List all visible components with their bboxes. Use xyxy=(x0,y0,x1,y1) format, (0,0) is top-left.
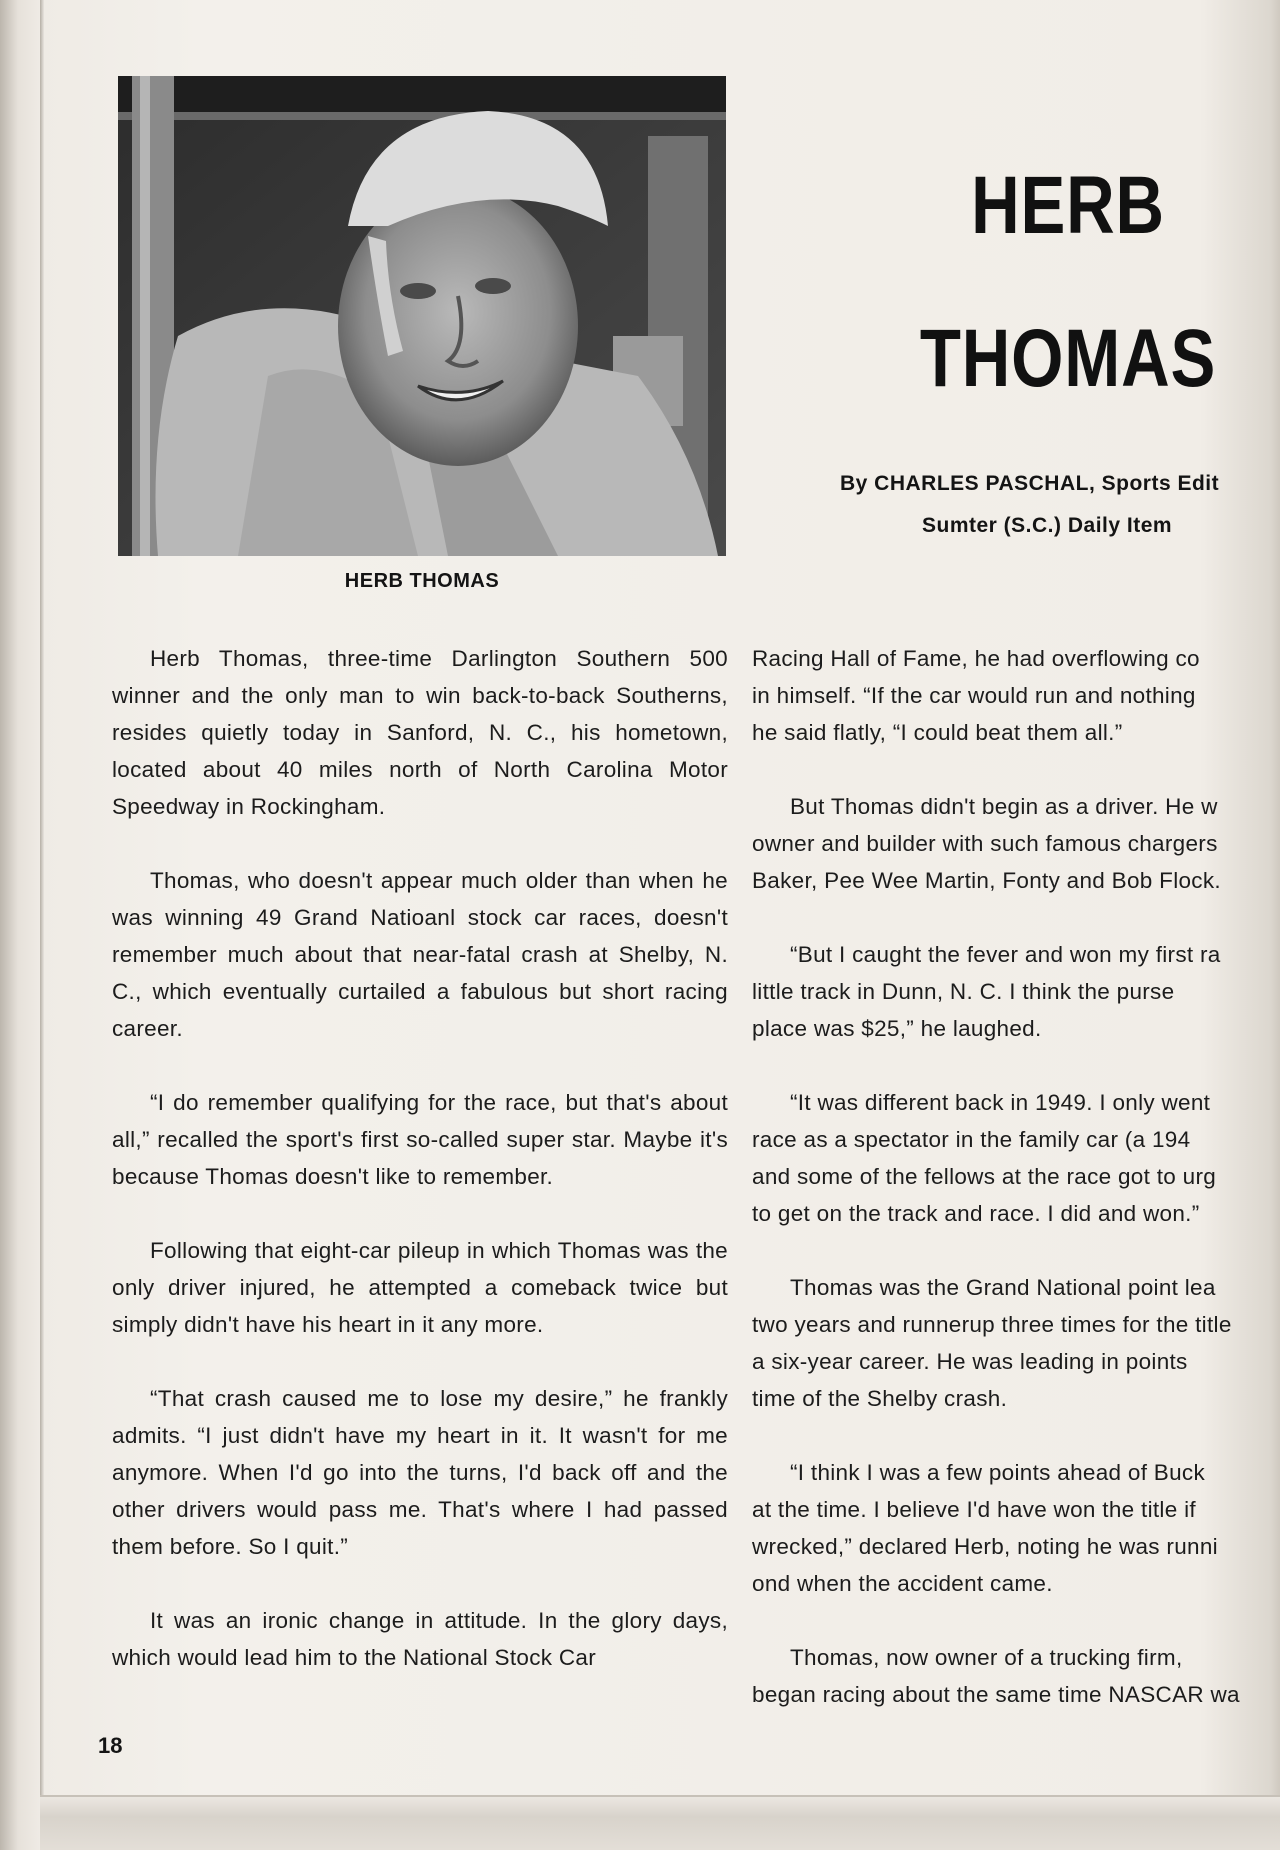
text-line: But Thomas didn't begin as a driver. He w xyxy=(790,794,1218,819)
byline-publication: Sumter (S.C.) Daily Item xyxy=(922,514,1173,537)
paragraph: “That crash caused me to lose my desire,” he frankly admits. “I just didn't have my heart in it. It wasn't for me anymore. When I'd go into the turns, I'd back off and the other drivers would pass me. That's where I had passed them before. So I quit.” xyxy=(112,1386,728,1559)
paragraph xyxy=(752,1639,1280,1713)
page-number: 18 xyxy=(98,1733,123,1758)
article-right-column xyxy=(752,640,1280,1750)
paragraph xyxy=(752,1454,1280,1602)
text-line: owner and builder with such famous chargers xyxy=(752,831,1218,856)
text-line: at the time. I believe I'd have won the title if xyxy=(752,1497,1196,1522)
headline-line-1: HERB xyxy=(971,160,1165,251)
text-line: ond when the accident came. xyxy=(752,1571,1053,1596)
paragraph xyxy=(752,640,1280,751)
text-line: and some of the fellows at the race got to urg xyxy=(752,1164,1217,1189)
text-line: place was $25,” he laughed. xyxy=(752,1016,1042,1041)
headline-line-2: THOMAS xyxy=(919,313,1217,404)
text-line: a six-year career. He was leading in points xyxy=(752,1349,1188,1374)
paragraph xyxy=(752,1084,1280,1232)
paragraph: It was an ironic change in attitude. In the glory days, which would lead him to the National Stock Car xyxy=(112,1608,728,1670)
paragraph: Thomas, who doesn't appear much older than when he was winning 49 Grand Natioanl stock car races, doesn't remember much about that near-fatal crash at Shelby, N. C., which eventually curtailed a fabulous but short racing career. xyxy=(112,868,728,1041)
text-line: Racing Hall of Fame, he had overflowing co xyxy=(752,646,1200,671)
text-line: wrecked,” declared Herb, noting he was runni xyxy=(752,1534,1218,1559)
text-line: Thomas, now owner of a trucking firm, xyxy=(790,1645,1183,1670)
page-binding-edge xyxy=(40,0,44,1850)
text-line: little track in Dunn, N. C. I think the purse xyxy=(752,979,1175,1004)
byline-author: By CHARLES PASCHAL, Sports Edit xyxy=(840,472,1220,495)
text-line: time of the Shelby crash. xyxy=(752,1386,1008,1411)
paragraph xyxy=(752,788,1280,899)
text-line: “But I caught the fever and won my first ra xyxy=(790,942,1221,967)
text-line: began racing about the same time NASCAR wa xyxy=(752,1682,1240,1707)
driver-photo xyxy=(118,76,726,556)
text-line: he said flatly, “I could beat them all.” xyxy=(752,720,1123,745)
photo-caption: HERB THOMAS xyxy=(344,570,500,592)
page-bottom-edge xyxy=(40,1795,1280,1850)
paragraph: Herb Thomas, three-time Darlington Southern 500 winner and the only man to win back-to-back Southerns, resides quietly today in Sanford, N. C., his hometown, located about 40 miles north of North Carolina Motor Speedway in Rockingham. xyxy=(112,646,728,819)
paragraph xyxy=(752,1269,1280,1417)
paragraph: Following that eight-car pileup in which Thomas was the only driver injured, he attempted a comeback twice but simply didn't have his heart in it any more. xyxy=(112,1238,728,1337)
article-left-column xyxy=(112,640,728,1713)
text-line: “It was different back in 1949. I only went xyxy=(790,1090,1211,1115)
text-line: “I think I was a few points ahead of Buck xyxy=(790,1460,1206,1485)
text-line: Baker, Pee Wee Martin, Fonty and Bob Flock. xyxy=(752,868,1221,893)
paragraph xyxy=(752,936,1280,1047)
text-line: to get on the track and race. I did and won.” xyxy=(752,1201,1200,1226)
text-line: race as a spectator in the family car (a 194 xyxy=(752,1127,1191,1152)
text-line: two years and runnerup three times for the title xyxy=(752,1312,1232,1337)
text-line: Thomas was the Grand National point lea xyxy=(790,1275,1216,1300)
paragraph: “I do remember qualifying for the race, but that's about all,” recalled the sport's first so-called super star. Maybe it's because Thomas doesn't like to remember. xyxy=(112,1090,728,1189)
text-line: in himself. “If the car would run and nothing xyxy=(752,683,1196,708)
